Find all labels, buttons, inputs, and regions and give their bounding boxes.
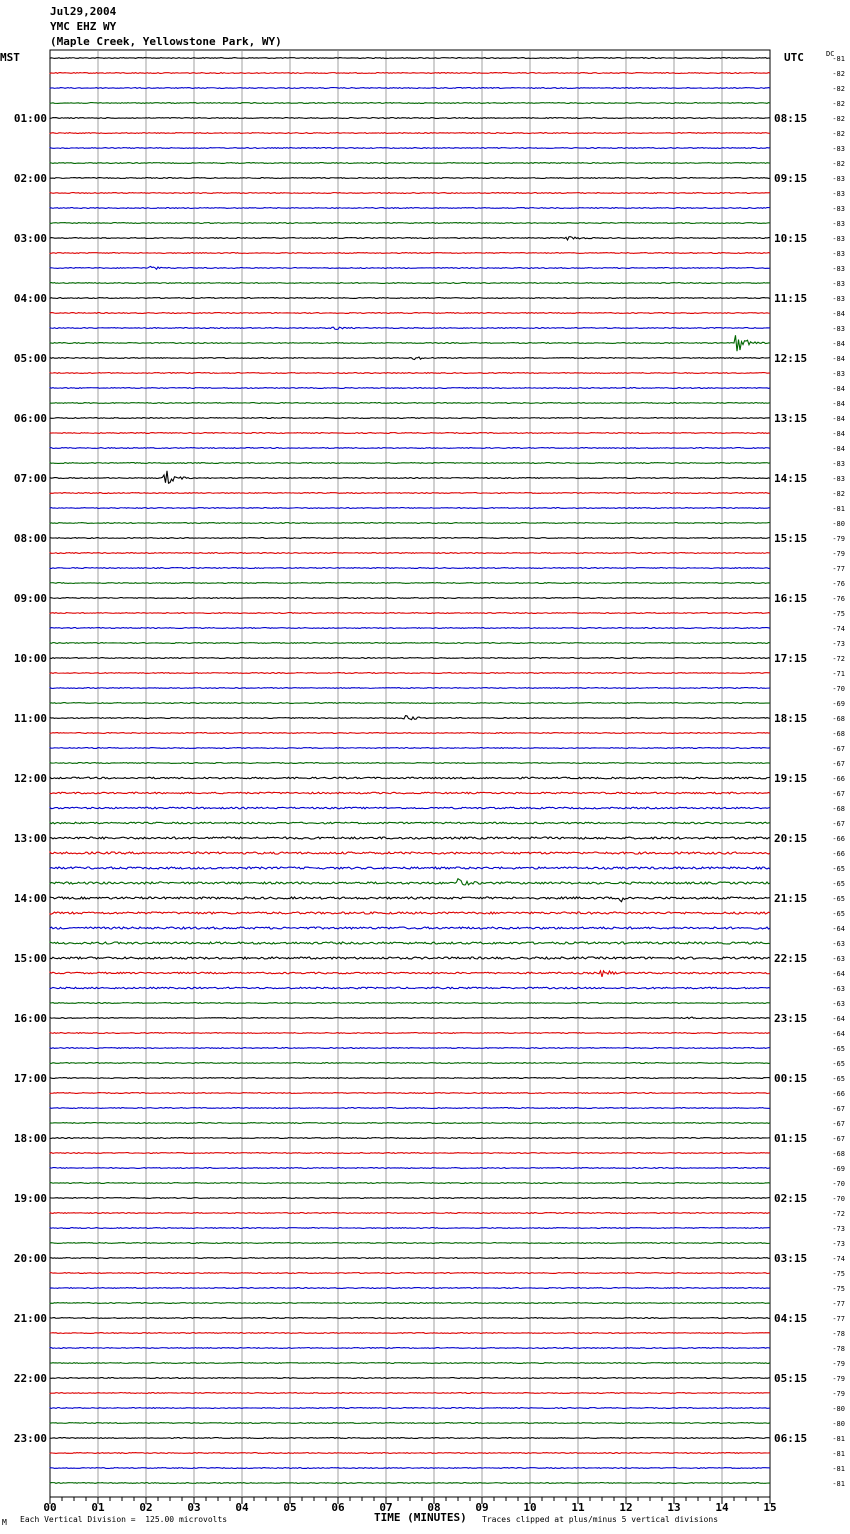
trace-line <box>50 822 770 824</box>
dc-offset-label: -65 <box>832 895 845 903</box>
hour-label-right: 03:15 <box>774 1252 808 1265</box>
trace-line <box>50 1378 770 1379</box>
dc-offset-label: -83 <box>832 205 845 213</box>
dc-offset-label: -67 <box>832 745 845 753</box>
hour-label-right: 16:15 <box>774 592 808 605</box>
hour-label-left: 20:00 <box>13 1252 47 1265</box>
trace-line <box>50 357 770 360</box>
trace-line <box>50 1303 770 1304</box>
dc-offset-label: -84 <box>832 400 845 408</box>
dc-offset-label: -70 <box>832 1180 845 1188</box>
dc-offset-label: -67 <box>832 820 845 828</box>
dc-offset-label: -78 <box>832 1330 845 1338</box>
dc-offset-label: -82 <box>832 160 845 168</box>
trace-line <box>50 1318 770 1319</box>
dc-offset-label: -65 <box>832 1060 845 1068</box>
hour-label-right: 10:15 <box>774 232 808 245</box>
trace-line <box>50 1123 770 1124</box>
hour-label-left: 23:00 <box>13 1432 47 1445</box>
x-tick-label: 11 <box>571 1501 585 1514</box>
hour-label-right: 06:15 <box>774 1432 808 1445</box>
dc-offset-label: -81 <box>832 1450 845 1458</box>
hour-label-left: 05:00 <box>13 352 47 365</box>
dc-offset-label: -72 <box>832 1210 845 1218</box>
trace-line <box>50 1048 770 1049</box>
dc-offset-label: -79 <box>832 1360 845 1368</box>
hour-label-left: 06:00 <box>13 412 47 425</box>
dc-offset-label: -65 <box>832 910 845 918</box>
trace-line <box>50 688 770 689</box>
hour-label-left: 02:00 <box>13 172 47 185</box>
dc-offset-label: -65 <box>832 1075 845 1083</box>
dc-offset-label: -83 <box>832 325 845 333</box>
dc-offset-label: -67 <box>832 1135 845 1143</box>
dc-offset-label: -76 <box>832 595 845 603</box>
hour-label-left: 19:00 <box>13 1192 47 1205</box>
trace-line <box>50 1438 770 1439</box>
trace-line <box>50 193 770 194</box>
trace-line <box>50 388 770 389</box>
dc-offset-label: -65 <box>832 880 845 888</box>
hour-label-right: 11:15 <box>774 292 808 305</box>
station-location: (Maple Creek, Yellowstone Park, WY) <box>50 35 282 48</box>
trace-line <box>50 553 770 554</box>
hour-label-left: 21:00 <box>13 1312 47 1325</box>
dc-offset-label: -79 <box>832 1375 845 1383</box>
dc-offset-label: -81 <box>832 505 845 513</box>
trace-line <box>50 897 770 902</box>
trace-line <box>50 777 770 779</box>
dc-offset-label: -75 <box>832 1270 845 1278</box>
hour-label-right: 01:15 <box>774 1132 808 1145</box>
dc-offset-label: -84 <box>832 355 845 363</box>
dc-offset-label: -81 <box>832 1435 845 1443</box>
trace-line <box>50 148 770 149</box>
x-tick-label: 10 <box>523 1501 537 1514</box>
dc-offset-label: -82 <box>832 115 845 123</box>
hour-label-left: 17:00 <box>13 1072 47 1085</box>
trace-line <box>50 1348 770 1349</box>
x-tick-label: 05 <box>283 1501 297 1514</box>
trace-line <box>50 313 770 314</box>
trace-line <box>50 628 770 629</box>
trace-line <box>50 1198 770 1199</box>
dc-offset-label: -69 <box>832 700 845 708</box>
trace-line <box>50 223 770 224</box>
dc-offset-label: -82 <box>832 100 845 108</box>
trace-line <box>50 716 770 720</box>
hour-label-left: 08:00 <box>13 532 47 545</box>
dc-offset-label: -76 <box>832 580 845 588</box>
hour-label-left: 16:00 <box>13 1012 47 1025</box>
dc-offset-label: -66 <box>832 1090 845 1098</box>
trace-line <box>50 208 770 209</box>
dc-offset-label: -84 <box>832 415 845 423</box>
dc-offset-label: -67 <box>832 790 845 798</box>
dc-offset-label: -69 <box>832 1165 845 1173</box>
dc-offset-label: -68 <box>832 805 845 813</box>
trace-line <box>50 867 770 869</box>
trace-line <box>50 471 770 483</box>
dc-offset-label: -80 <box>832 520 845 528</box>
dc-offset-label: -83 <box>832 370 845 378</box>
x-tick-label: 08 <box>427 1501 441 1514</box>
hour-label-right: 09:15 <box>774 172 808 185</box>
trace-line <box>50 1453 770 1454</box>
x-tick-label: 07 <box>379 1501 393 1514</box>
trace-line <box>50 912 770 914</box>
dc-offset-label: -83 <box>832 145 845 153</box>
hour-label-left: 22:00 <box>13 1372 47 1385</box>
trace-line <box>50 463 770 464</box>
trace-line <box>50 658 770 659</box>
trace-line <box>50 837 770 839</box>
dc-offset-label: -83 <box>832 295 845 303</box>
trace-line <box>50 1078 770 1079</box>
trace-line <box>50 927 770 929</box>
trace-line <box>50 807 770 809</box>
trace-line <box>50 178 770 179</box>
trace-line <box>50 568 770 569</box>
trace-line <box>50 327 770 329</box>
dc-offset-label: -83 <box>832 460 845 468</box>
trace-line <box>50 118 770 119</box>
dc-offset-label: -77 <box>832 1315 845 1323</box>
x-tick-label: 06 <box>331 1501 345 1514</box>
trace-line <box>50 1483 770 1484</box>
dc-offset-label: -70 <box>832 685 845 693</box>
dc-offset-label: -63 <box>832 1000 845 1008</box>
dc-offset-label: -75 <box>832 610 845 618</box>
dc-offset-label: -66 <box>832 850 845 858</box>
dc-offset-label: -71 <box>832 670 845 678</box>
dc-offset-label: -66 <box>832 835 845 843</box>
dc-offset-label: -68 <box>832 730 845 738</box>
trace-line <box>50 403 770 404</box>
dc-offset-label: -79 <box>832 535 845 543</box>
trace-line <box>50 1423 770 1424</box>
dc-offset-label: -84 <box>832 340 845 348</box>
dc-offset-label: -64 <box>832 1030 845 1038</box>
dc-offset-label: -83 <box>832 250 845 258</box>
dc-offset-label: -83 <box>832 280 845 288</box>
trace-line <box>50 1183 770 1184</box>
trace-line <box>50 538 770 539</box>
trace-line <box>50 1363 770 1364</box>
trace-line <box>50 73 770 74</box>
trace-line <box>50 852 770 854</box>
hour-label-right: 12:15 <box>774 352 808 365</box>
trace-line <box>50 493 770 494</box>
dc-offset-label: -84 <box>832 310 845 318</box>
trace-line <box>50 942 770 944</box>
trace-line <box>50 1093 770 1094</box>
dc-offset-label: -73 <box>832 640 845 648</box>
x-tick-label: 02 <box>139 1501 153 1514</box>
x-tick-label: 01 <box>91 1501 105 1514</box>
dc-offset-label: -64 <box>832 970 845 978</box>
dc-offset-label: -81 <box>832 55 845 63</box>
dc-offset-label: -82 <box>832 490 845 498</box>
hour-label-right: 19:15 <box>774 772 808 785</box>
dc-offset-label: -64 <box>832 925 845 933</box>
hour-label-right: 14:15 <box>774 472 808 485</box>
dc-offset-label: -80 <box>832 1405 845 1413</box>
dc-offset-label: -67 <box>832 1105 845 1113</box>
dc-offset-label: -63 <box>832 940 845 948</box>
trace-line <box>50 987 770 989</box>
dc-offset-label: -83 <box>832 265 845 273</box>
hour-label-left: 09:00 <box>13 592 47 605</box>
hour-label-right: 23:15 <box>774 1012 808 1025</box>
hour-label-right: 00:15 <box>774 1072 808 1085</box>
trace-line <box>50 1468 770 1469</box>
hour-label-left: 10:00 <box>13 652 47 665</box>
dc-offset-label: -81 <box>832 1465 845 1473</box>
hour-label-right: 04:15 <box>774 1312 808 1325</box>
trace-line <box>50 613 770 614</box>
footer-mark: M <box>2 1518 7 1527</box>
vertical-division-note: Each Vertical Division = 125.00 microvolts <box>20 1515 228 1524</box>
dc-offset-label: -65 <box>832 865 845 873</box>
hour-label-left: 03:00 <box>13 232 47 245</box>
trace-line <box>50 1243 770 1244</box>
dc-offset-label: -72 <box>832 655 845 663</box>
trace-line <box>50 733 770 734</box>
dc-offset-label: -67 <box>832 1120 845 1128</box>
dc-offset-label: -77 <box>832 565 845 573</box>
trace-line <box>50 335 770 351</box>
station-code: YMC EHZ WY <box>50 20 117 33</box>
hour-label-left: 01:00 <box>13 112 47 125</box>
dc-offset-label: -84 <box>832 430 845 438</box>
trace-line <box>50 508 770 509</box>
trace-line <box>50 792 770 794</box>
trace-line <box>50 373 770 374</box>
x-tick-label: 12 <box>619 1501 633 1514</box>
hour-label-right: 18:15 <box>774 712 808 725</box>
trace-line <box>50 1228 770 1229</box>
trace-line <box>50 1258 770 1259</box>
trace-line <box>50 643 770 644</box>
x-axis-title: TIME (MINUTES) <box>374 1511 467 1524</box>
trace-line <box>50 598 770 599</box>
dc-offset-label: -68 <box>832 1150 845 1158</box>
right-timezone-label: UTC <box>784 51 804 64</box>
x-tick-label: 09 <box>475 1501 489 1514</box>
dc-offset-label: -84 <box>832 445 845 453</box>
trace-line <box>50 703 770 704</box>
dc-offset-label: -82 <box>832 70 845 78</box>
x-tick-label: 00 <box>43 1501 57 1514</box>
trace-line <box>50 253 770 254</box>
hour-label-left: 15:00 <box>13 952 47 965</box>
dc-offset-label: -80 <box>832 1420 845 1428</box>
trace-line <box>50 1017 770 1019</box>
trace-line <box>50 957 770 959</box>
trace-line <box>50 673 770 674</box>
trace-line <box>50 163 770 164</box>
x-tick-label: 13 <box>667 1501 681 1514</box>
dc-offset-label: -73 <box>832 1225 845 1233</box>
hour-label-right: 15:15 <box>774 532 808 545</box>
trace-line <box>50 237 770 240</box>
trace-line <box>50 448 770 449</box>
dc-offset-label: -79 <box>832 1390 845 1398</box>
left-timezone-label: MST <box>0 51 20 64</box>
dc-offset-label: -78 <box>832 1345 845 1353</box>
trace-line <box>50 1033 770 1034</box>
x-tick-label: 03 <box>187 1501 201 1514</box>
hour-label-left: 13:00 <box>13 832 47 845</box>
hour-label-left: 04:00 <box>13 292 47 305</box>
dc-offset-label: -83 <box>832 235 845 243</box>
dc-offset-label: -65 <box>832 1045 845 1053</box>
dc-offset-label: -66 <box>832 775 845 783</box>
dc-header-label: DC <box>826 50 835 58</box>
trace-line <box>50 1003 770 1004</box>
hour-label-right: 21:15 <box>774 892 808 905</box>
dc-offset-label: -67 <box>832 760 845 768</box>
chart-date: Jul29,2004 <box>50 5 117 18</box>
trace-line <box>50 1288 770 1289</box>
hour-label-left: 18:00 <box>13 1132 47 1145</box>
dc-offset-label: -63 <box>832 985 845 993</box>
x-tick-label: 14 <box>715 1501 729 1514</box>
hour-label-right: 20:15 <box>774 832 808 845</box>
trace-line <box>50 1273 770 1274</box>
hour-label-left: 07:00 <box>13 472 47 485</box>
dc-offset-label: -70 <box>832 1195 845 1203</box>
dc-offset-label: -83 <box>832 190 845 198</box>
trace-line <box>50 1108 770 1109</box>
clipping-note: Traces clipped at plus/minus 5 vertical divisions <box>482 1515 719 1524</box>
dc-offset-label: -75 <box>832 1285 845 1293</box>
trace-line <box>50 283 770 284</box>
trace-line <box>50 1333 770 1334</box>
trace-line <box>50 418 770 419</box>
trace-line <box>50 1168 770 1169</box>
trace-line <box>50 133 770 134</box>
trace-line <box>50 266 770 269</box>
dc-offset-label: -83 <box>832 220 845 228</box>
trace-line <box>50 879 770 885</box>
trace-line <box>50 1393 770 1394</box>
trace-line <box>50 1408 770 1409</box>
x-tick-label: 04 <box>235 1501 249 1514</box>
trace-line <box>50 88 770 89</box>
dc-offset-label: -82 <box>832 130 845 138</box>
dc-offset-label: -68 <box>832 715 845 723</box>
hour-label-right: 17:15 <box>774 652 808 665</box>
dc-offset-label: -77 <box>832 1300 845 1308</box>
trace-line <box>50 583 770 584</box>
dc-offset-label: -83 <box>832 475 845 483</box>
hour-label-left: 11:00 <box>13 712 47 725</box>
hour-label-left: 14:00 <box>13 892 47 905</box>
trace-line <box>50 1153 770 1154</box>
dc-offset-label: -79 <box>832 550 845 558</box>
dc-offset-label: -83 <box>832 175 845 183</box>
trace-line <box>50 523 770 524</box>
hour-label-right: 05:15 <box>774 1372 808 1385</box>
trace-line <box>50 298 770 299</box>
hour-label-right: 08:15 <box>774 112 808 125</box>
trace-line <box>50 763 770 764</box>
dc-offset-label: -74 <box>832 625 845 633</box>
x-tick-label: 15 <box>763 1501 777 1514</box>
trace-line <box>50 971 770 977</box>
trace-line <box>50 58 770 59</box>
trace-line <box>50 748 770 749</box>
dc-offset-label: -74 <box>832 1255 845 1263</box>
dc-offset-label: -63 <box>832 955 845 963</box>
hour-label-right: 13:15 <box>774 412 808 425</box>
trace-line <box>50 1138 770 1139</box>
dc-offset-label: -64 <box>832 1015 845 1023</box>
hour-label-right: 22:15 <box>774 952 808 965</box>
dc-offset-label: -81 <box>832 1480 845 1488</box>
trace-line <box>50 103 770 104</box>
trace-line <box>50 1063 770 1064</box>
trace-line <box>50 433 770 434</box>
dc-offset-label: -73 <box>832 1240 845 1248</box>
dc-offset-label: -84 <box>832 385 845 393</box>
hour-label-right: 02:15 <box>774 1192 808 1205</box>
trace-line <box>50 1213 770 1214</box>
dc-offset-label: -82 <box>832 85 845 93</box>
hour-label-left: 12:00 <box>13 772 47 785</box>
